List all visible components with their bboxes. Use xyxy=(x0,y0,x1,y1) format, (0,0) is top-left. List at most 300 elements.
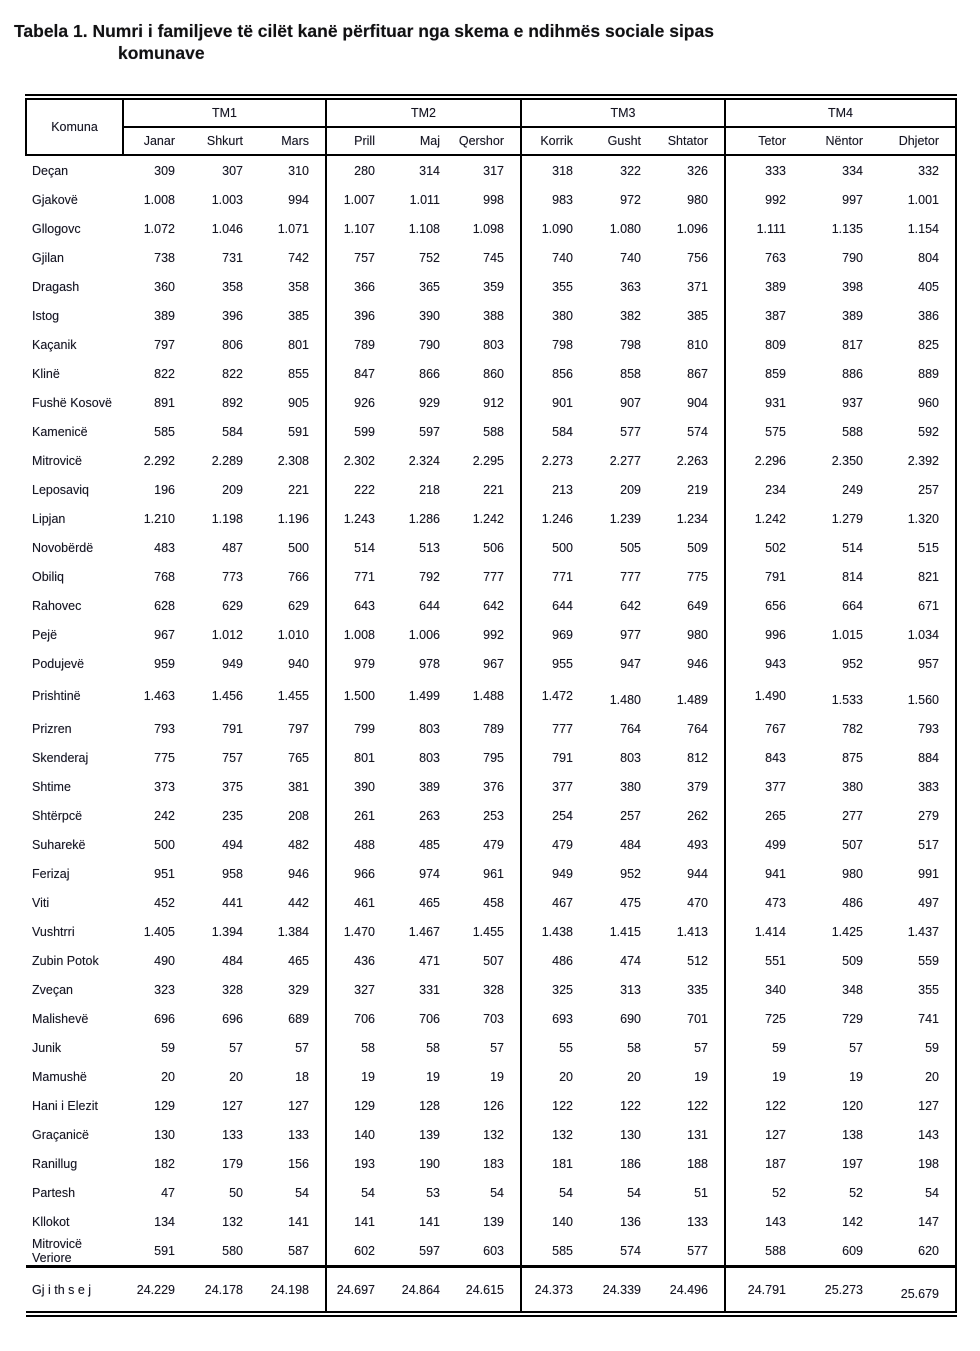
value-cell: 957 xyxy=(918,656,939,671)
row-label: Shtime xyxy=(32,779,71,794)
value-cell: 506 xyxy=(483,540,504,555)
value-cell: 757 xyxy=(326,243,391,272)
value-cell: 52 xyxy=(849,1185,863,1200)
value-cell: 507 xyxy=(483,953,504,968)
value-cell: 1.198 xyxy=(211,511,243,526)
value-cell: 804 xyxy=(918,250,939,265)
table-row xyxy=(26,830,956,859)
value-cell: 53 xyxy=(426,1185,440,1200)
value-cell: 2.324 xyxy=(408,453,440,468)
value-cell: 798 xyxy=(620,337,641,352)
table-row xyxy=(26,1120,956,1149)
value-cell: 822 xyxy=(154,366,175,381)
value-cell: 1.015 xyxy=(831,627,863,642)
row-label: Leposaviq xyxy=(32,482,89,497)
total-value-cell: 24.615 xyxy=(456,1267,521,1315)
value-cell: 475 xyxy=(620,895,641,910)
value-cell: 996 xyxy=(725,620,802,649)
value-cell: 775 xyxy=(154,750,175,765)
value-cell: 1.413 xyxy=(676,924,708,939)
value-cell: 277 xyxy=(842,808,863,823)
value-cell: 257 xyxy=(620,808,641,823)
value-cell: 373 xyxy=(154,779,175,794)
value-cell: 365 xyxy=(419,279,440,294)
value-cell: 19 xyxy=(326,1062,391,1091)
month-header-maj: Maj xyxy=(391,127,456,155)
value-cell: 497 xyxy=(918,895,939,910)
row-label: Klinë xyxy=(32,366,60,381)
value-cell: 929 xyxy=(419,395,440,410)
value-cell: 644 xyxy=(521,591,589,620)
total-value-cell: 25.679 xyxy=(879,1267,956,1315)
value-cell: 132 xyxy=(483,1127,504,1142)
value-cell: 952 xyxy=(620,866,641,881)
value-cell: 59 xyxy=(161,1040,175,1055)
value-cell: 926 xyxy=(326,388,391,417)
row-label: Graçanicë xyxy=(32,1127,89,1142)
row-label: Rahovec xyxy=(32,598,82,613)
value-cell: 866 xyxy=(419,366,440,381)
value-cell: 696 xyxy=(154,1011,175,1026)
value-cell: 1.090 xyxy=(521,214,589,243)
value-cell: 58 xyxy=(627,1040,641,1055)
total-value-cell: 24.339 xyxy=(589,1267,657,1315)
value-cell: 221 xyxy=(288,482,309,497)
value-cell: 656 xyxy=(725,591,802,620)
value-cell: 1.499 xyxy=(408,689,440,703)
value-cell: 59 xyxy=(925,1040,939,1055)
value-cell: 588 xyxy=(483,424,504,439)
value-cell: 1.011 xyxy=(409,192,440,207)
value-cell: 959 xyxy=(154,656,175,671)
value-cell: 509 xyxy=(687,540,708,555)
table-body xyxy=(26,155,956,1267)
value-cell: 766 xyxy=(288,569,309,584)
value-cell: 486 xyxy=(521,946,589,975)
value-cell: 585 xyxy=(154,424,175,439)
table-row xyxy=(26,533,956,562)
table-row xyxy=(26,888,956,917)
value-cell: 2.263 xyxy=(676,453,708,468)
value-cell: 132 xyxy=(521,1120,589,1149)
value-cell: 931 xyxy=(725,388,802,417)
table-row xyxy=(26,620,956,649)
table-row xyxy=(26,417,956,446)
value-cell: 791 xyxy=(725,562,802,591)
value-cell: 487 xyxy=(222,540,243,555)
row-label: Partesh xyxy=(32,1185,76,1200)
table-row xyxy=(26,859,956,888)
row-label: Zveçan xyxy=(32,982,73,997)
value-cell: 775 xyxy=(687,569,708,584)
value-cell: 20 xyxy=(161,1069,175,1084)
total-value-cell: 24.496 xyxy=(657,1267,725,1315)
value-cell: 967 xyxy=(154,627,175,642)
value-cell: 313 xyxy=(620,982,641,997)
value-cell: 752 xyxy=(419,250,440,265)
month-header-mars: Mars xyxy=(259,127,326,155)
month-header-janar: Janar xyxy=(123,127,191,155)
value-cell: 817 xyxy=(842,337,863,352)
value-cell: 952 xyxy=(842,656,863,671)
value-cell: 396 xyxy=(222,308,243,323)
value-cell: 790 xyxy=(842,250,863,265)
value-cell: 690 xyxy=(620,1011,641,1026)
value-cell: 502 xyxy=(725,533,802,562)
value-cell: 821 xyxy=(918,569,939,584)
value-cell: 57 xyxy=(694,1040,708,1055)
value-cell: 486 xyxy=(842,895,863,910)
value-cell: 190 xyxy=(419,1156,440,1171)
value-cell: 771 xyxy=(521,562,589,591)
value-cell: 186 xyxy=(620,1156,641,1171)
value-cell: 584 xyxy=(521,417,589,446)
value-cell: 54 xyxy=(521,1178,589,1207)
table-row xyxy=(26,801,956,830)
value-cell: 801 xyxy=(288,337,309,352)
value-cell: 1.279 xyxy=(831,511,863,526)
table-row xyxy=(26,975,956,1004)
value-cell: 1.135 xyxy=(831,221,863,236)
total-label: Gj i th s e j xyxy=(26,1267,123,1315)
value-cell: 471 xyxy=(419,953,440,968)
value-cell: 1.242 xyxy=(472,511,504,526)
month-header-shtator: Shtator xyxy=(657,127,725,155)
row-label: Hani i Elezit xyxy=(32,1098,98,1113)
value-cell: 377 xyxy=(521,772,589,801)
value-cell: 253 xyxy=(483,808,504,823)
value-cell: 385 xyxy=(687,308,708,323)
value-cell: 806 xyxy=(222,337,243,352)
value-cell: 967 xyxy=(483,656,504,671)
value-cell: 791 xyxy=(521,743,589,772)
value-cell: 907 xyxy=(620,395,641,410)
value-cell: 452 xyxy=(154,895,175,910)
value-cell: 1.001 xyxy=(907,192,939,207)
value-cell: 1.246 xyxy=(521,504,589,533)
value-cell: 738 xyxy=(154,250,175,265)
value-cell: 257 xyxy=(918,482,939,497)
value-cell: 1.438 xyxy=(521,917,589,946)
value-cell: 946 xyxy=(687,656,708,671)
value-cell: 375 xyxy=(222,779,243,794)
value-cell: 19 xyxy=(849,1069,863,1084)
value-cell: 763 xyxy=(725,243,802,272)
row-label: Gllogovc xyxy=(32,221,81,236)
value-cell: 1.098 xyxy=(472,221,504,236)
value-cell: 222 xyxy=(326,475,391,504)
value-cell: 1.239 xyxy=(609,511,641,526)
table-row xyxy=(26,917,956,946)
value-cell: 188 xyxy=(687,1156,708,1171)
value-cell: 442 xyxy=(288,895,309,910)
value-cell: 812 xyxy=(687,750,708,765)
value-cell: 977 xyxy=(620,627,641,642)
value-cell: 181 xyxy=(521,1149,589,1178)
value-cell: 127 xyxy=(725,1120,802,1149)
table-row xyxy=(26,388,956,417)
month-header-shkurt: Shkurt xyxy=(191,127,259,155)
value-cell: 389 xyxy=(725,272,802,301)
value-cell: 2.296 xyxy=(725,446,802,475)
value-cell: 969 xyxy=(521,620,589,649)
value-cell: 889 xyxy=(918,366,939,381)
value-cell: 949 xyxy=(222,656,243,671)
value-cell: 1.455 xyxy=(277,689,309,703)
value-cell: 381 xyxy=(288,779,309,794)
value-cell: 57 xyxy=(295,1040,309,1055)
value-cell: 740 xyxy=(521,243,589,272)
value-cell: 147 xyxy=(918,1214,939,1229)
value-cell: 991 xyxy=(918,866,939,881)
value-cell: 383 xyxy=(918,779,939,794)
value-cell: 901 xyxy=(521,388,589,417)
value-cell: 703 xyxy=(483,1011,504,1026)
value-cell: 209 xyxy=(620,482,641,497)
value-cell: 858 xyxy=(620,366,641,381)
table-row xyxy=(26,155,956,185)
value-cell: 609 xyxy=(842,1243,863,1258)
row-label: Novobërdë xyxy=(32,540,94,555)
row-label: Kaçanik xyxy=(32,337,77,352)
value-cell: 706 xyxy=(419,1011,440,1026)
value-cell: 122 xyxy=(521,1091,589,1120)
value-cell: 998 xyxy=(483,192,504,207)
total-value-cell: 24.198 xyxy=(259,1267,326,1315)
value-cell: 980 xyxy=(687,192,708,207)
value-cell: 398 xyxy=(842,279,863,294)
value-cell: 1.467 xyxy=(408,924,440,939)
value-cell: 628 xyxy=(154,598,175,613)
value-cell: 974 xyxy=(419,866,440,881)
value-cell: 265 xyxy=(725,801,802,830)
value-cell: 133 xyxy=(288,1127,309,1142)
row-label: Pejë xyxy=(32,627,58,642)
value-cell: 182 xyxy=(154,1156,175,1171)
value-cell: 127 xyxy=(918,1098,939,1113)
table-row xyxy=(26,330,956,359)
value-cell: 122 xyxy=(725,1091,802,1120)
value-cell: 242 xyxy=(154,808,175,823)
value-cell: 129 xyxy=(154,1098,175,1113)
value-cell: 59 xyxy=(725,1033,802,1062)
value-cell: 551 xyxy=(725,946,802,975)
value-cell: 380 xyxy=(620,779,641,794)
value-cell: 941 xyxy=(725,859,802,888)
row-label: Podujevë xyxy=(32,656,85,671)
quarter-header-tm1: TM1 xyxy=(123,97,326,127)
value-cell: 1.456 xyxy=(211,689,243,703)
value-cell: 574 xyxy=(620,1243,641,1258)
value-cell: 325 xyxy=(521,975,589,1004)
total-value-cell: 24.791 xyxy=(725,1267,802,1315)
value-cell: 20 xyxy=(229,1069,243,1084)
value-cell: 1.072 xyxy=(143,221,175,236)
value-cell: 136 xyxy=(620,1214,641,1229)
value-cell: 2.308 xyxy=(277,453,309,468)
value-cell: 1.071 xyxy=(277,221,309,236)
value-cell: 764 xyxy=(620,721,641,736)
value-cell: 130 xyxy=(620,1127,641,1142)
value-cell: 765 xyxy=(288,750,309,765)
value-cell: 1.243 xyxy=(326,504,391,533)
value-cell: 825 xyxy=(918,337,939,352)
value-cell: 328 xyxy=(222,982,243,997)
value-cell: 213 xyxy=(521,475,589,504)
value-cell: 803 xyxy=(620,750,641,765)
value-cell: 208 xyxy=(288,808,309,823)
value-cell: 1.415 xyxy=(609,924,641,939)
value-cell: 141 xyxy=(288,1214,309,1229)
value-cell: 196 xyxy=(154,482,175,497)
value-cell: 937 xyxy=(842,395,863,410)
value-cell: 20 xyxy=(627,1069,641,1084)
value-cell: 57 xyxy=(849,1040,863,1055)
value-cell: 493 xyxy=(687,837,708,852)
value-cell: 317 xyxy=(483,163,504,178)
value-cell: 791 xyxy=(222,721,243,736)
value-cell: 951 xyxy=(154,866,175,881)
value-cell: 768 xyxy=(154,569,175,584)
month-header-prill: Prill xyxy=(326,127,391,155)
total-row xyxy=(26,1267,956,1315)
value-cell: 328 xyxy=(483,982,504,997)
value-cell: 1.006 xyxy=(408,627,440,642)
value-cell: 235 xyxy=(222,808,243,823)
value-cell: 143 xyxy=(918,1127,939,1142)
value-cell: 2.277 xyxy=(609,453,641,468)
value-cell: 441 xyxy=(222,895,243,910)
value-cell: 1.012 xyxy=(211,627,243,642)
value-cell: 944 xyxy=(687,866,708,881)
value-cell: 777 xyxy=(521,714,589,743)
value-cell: 797 xyxy=(154,337,175,352)
value-cell: 332 xyxy=(918,163,939,178)
value-cell: 701 xyxy=(687,1011,708,1026)
value-cell: 972 xyxy=(620,192,641,207)
value-cell: 514 xyxy=(326,533,391,562)
value-cell: 1.320 xyxy=(907,511,939,526)
value-cell: 855 xyxy=(288,366,309,381)
value-cell: 947 xyxy=(620,656,641,671)
table-row xyxy=(26,1091,956,1120)
value-cell: 505 xyxy=(620,540,641,555)
value-cell: 793 xyxy=(918,721,939,736)
value-cell: 482 xyxy=(288,837,309,852)
value-cell: 234 xyxy=(725,475,802,504)
value-cell: 742 xyxy=(288,250,309,265)
value-cell: 597 xyxy=(419,1243,440,1258)
value-cell: 649 xyxy=(687,598,708,613)
row-label: Mamushë xyxy=(32,1069,87,1084)
value-cell: 843 xyxy=(725,743,802,772)
value-cell: 513 xyxy=(419,540,440,555)
value-cell: 467 xyxy=(521,888,589,917)
value-cell: 50 xyxy=(229,1185,243,1200)
total-value-cell: 24.697 xyxy=(326,1267,391,1315)
row-label: Kllokot xyxy=(32,1214,70,1229)
value-cell: 644 xyxy=(419,598,440,613)
value-cell: 2.289 xyxy=(211,453,243,468)
value-cell: 132 xyxy=(222,1214,243,1229)
value-cell: 2.273 xyxy=(521,446,589,475)
value-cell: 809 xyxy=(725,330,802,359)
value-cell: 797 xyxy=(288,721,309,736)
value-cell: 725 xyxy=(725,1004,802,1033)
value-cell: 20 xyxy=(521,1062,589,1091)
value-cell: 867 xyxy=(687,366,708,381)
row-label: Suharekë xyxy=(32,837,86,852)
value-cell: 359 xyxy=(483,279,504,294)
value-cell: 1.003 xyxy=(211,192,243,207)
value-cell: 793 xyxy=(154,721,175,736)
table-row xyxy=(26,1004,956,1033)
value-cell: 348 xyxy=(842,982,863,997)
value-cell: 1.414 xyxy=(725,917,802,946)
value-cell: 588 xyxy=(725,1236,802,1267)
row-label: Mitrovicë Veriore xyxy=(32,1236,83,1265)
value-cell: 335 xyxy=(687,982,708,997)
value-cell: 1.234 xyxy=(676,511,708,526)
value-cell: 314 xyxy=(419,163,440,178)
value-cell: 1.437 xyxy=(907,924,939,939)
total-value-cell: 24.864 xyxy=(391,1267,456,1315)
value-cell: 484 xyxy=(222,953,243,968)
value-cell: 992 xyxy=(483,627,504,642)
value-cell: 892 xyxy=(222,395,243,410)
value-cell: 58 xyxy=(426,1040,440,1055)
value-cell: 327 xyxy=(326,975,391,1004)
value-cell: 1.405 xyxy=(143,924,175,939)
value-cell: 120 xyxy=(842,1098,863,1113)
value-cell: 263 xyxy=(419,808,440,823)
value-cell: 47 xyxy=(161,1185,175,1200)
value-cell: 54 xyxy=(295,1185,309,1200)
value-cell: 140 xyxy=(326,1120,391,1149)
value-cell: 795 xyxy=(483,750,504,765)
value-cell: 856 xyxy=(521,359,589,388)
value-cell: 360 xyxy=(154,279,175,294)
value-cell: 756 xyxy=(687,250,708,265)
quarter-header-row xyxy=(26,97,956,127)
title-line2: komunave xyxy=(118,43,205,63)
value-cell: 773 xyxy=(222,569,243,584)
value-cell: 745 xyxy=(483,250,504,265)
month-header-nëntor: Nëntor xyxy=(802,127,879,155)
value-cell: 512 xyxy=(687,953,708,968)
value-cell: 696 xyxy=(222,1011,243,1026)
value-cell: 602 xyxy=(326,1236,391,1267)
value-cell: 798 xyxy=(521,330,589,359)
value-cell: 483 xyxy=(154,540,175,555)
value-cell: 664 xyxy=(842,598,863,613)
value-cell: 980 xyxy=(842,866,863,881)
value-cell: 1.242 xyxy=(725,504,802,533)
value-cell: 587 xyxy=(288,1243,309,1258)
value-cell: 671 xyxy=(918,598,939,613)
row-label: Ferizaj xyxy=(32,866,70,881)
value-cell: 955 xyxy=(521,649,589,678)
row-label: Kamenicë xyxy=(32,424,88,439)
value-cell: 599 xyxy=(326,417,391,446)
value-cell: 1.286 xyxy=(408,511,440,526)
table-row xyxy=(26,243,956,272)
value-cell: 396 xyxy=(326,301,391,330)
value-cell: 1.107 xyxy=(326,214,391,243)
value-cell: 18 xyxy=(295,1069,309,1084)
table-row xyxy=(26,1062,956,1091)
value-cell: 57 xyxy=(229,1040,243,1055)
